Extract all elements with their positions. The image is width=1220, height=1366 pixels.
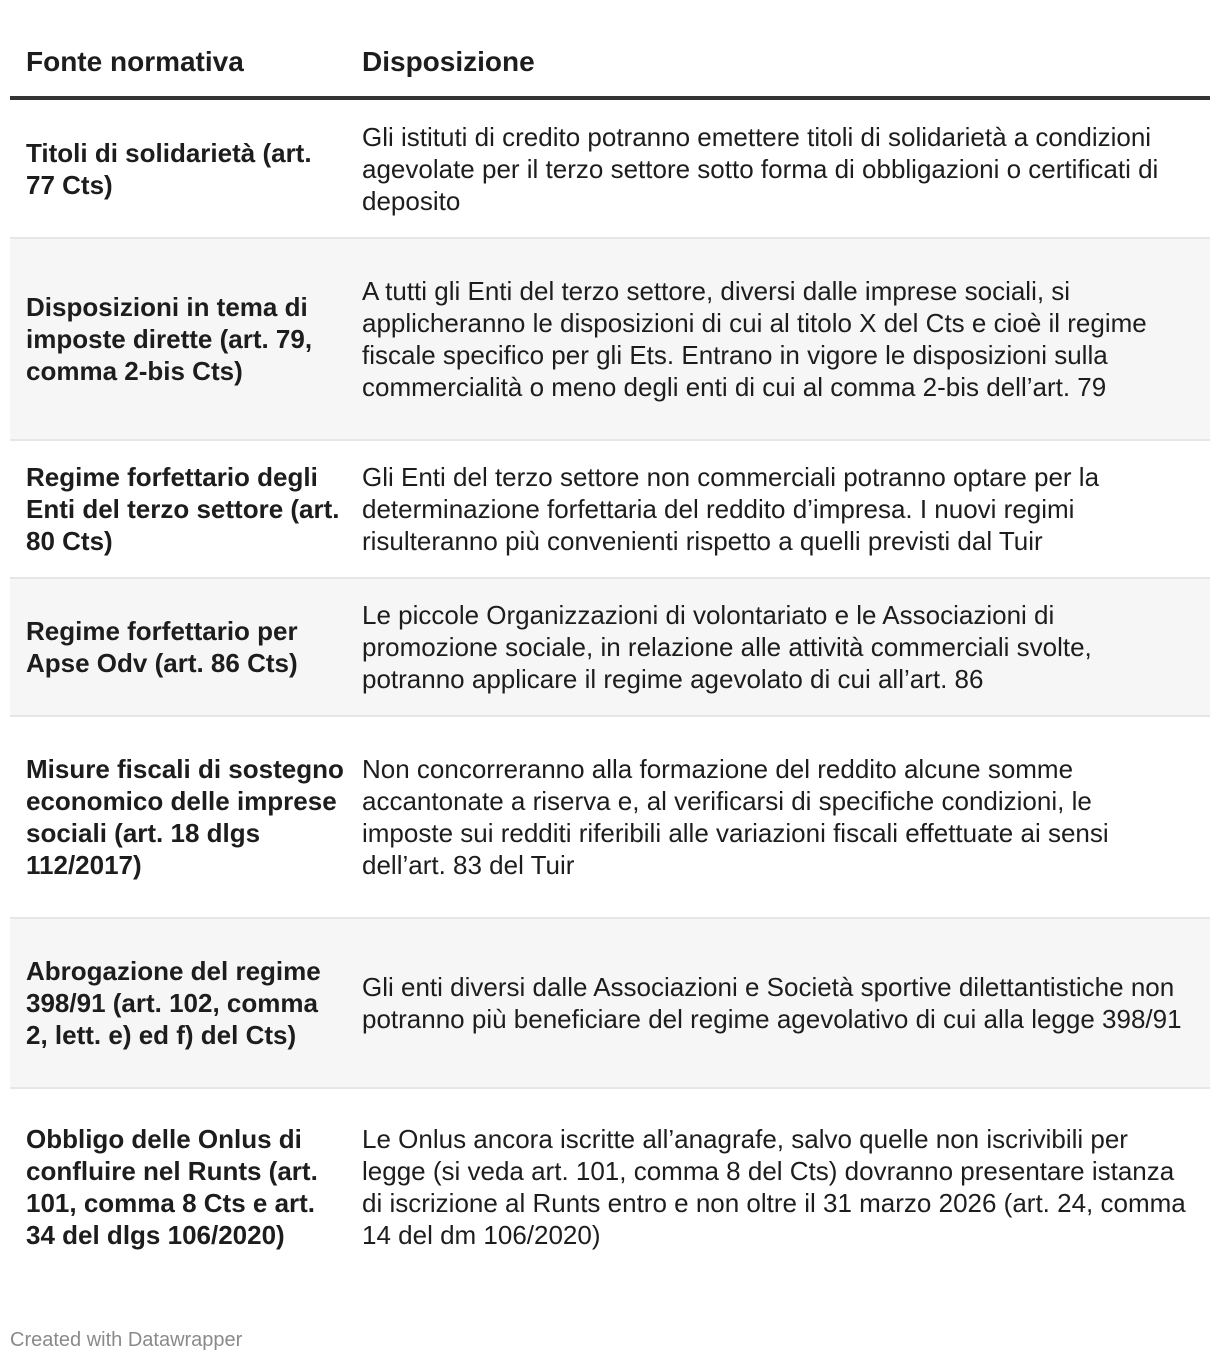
- data-table: [10, 28, 1210, 1285]
- datawrapper-credit: Created with Datawrapper: [10, 1329, 243, 1351]
- row-provision: Le piccole Organizzazioni di volontariato e le Associazioni di promozione sociale, in relazione alle attività commerciali svolte, potranno applicare il regime agevolato di cui all’art. 86: [362, 600, 1092, 694]
- table-row: [10, 100, 1210, 239]
- table-row: [10, 579, 1210, 717]
- row-provision: A tutti gli Enti del terzo settore, diversi dalle imprese sociali, si applicheranno le disposizioni di cui al titolo X del Cts e cioè il regime fiscale specifico per gli Ets. Entrano in vigore le disposizioni sulla commercialità o meno degli enti di cui al comma 2-bis dell’art. 79: [362, 276, 1147, 402]
- row-source: Disposizioni in tema di imposte dirette (art. 79, comma 2-bis Cts): [26, 292, 313, 386]
- row-source: Titoli di solidarietà (art. 77 Cts): [26, 137, 312, 200]
- row-provision: Gli Enti del terzo settore non commerciali potranno optare per la determinazione forfettaria del reddito d’impresa. I nuovi regimi risulteranno più convenienti rispetto a quelli previsti dal Tuir: [362, 462, 1100, 556]
- row-source: Regime forfettario degli Enti del terzo settore (art. 80 Cts): [26, 462, 340, 556]
- row-provision: Gli enti diversi dalle Associazioni e Società sportive dilettantistiche non potranno più beneficiare del regime agevolativo di cui alla legge 398/91: [362, 972, 1182, 1034]
- row-provision: Gli istituti di credito potranno emettere titoli di solidarietà a condizioni agevolate per il terzo settore sotto forma di obbligazioni o certificati di deposito: [362, 121, 1159, 216]
- row-source: Regime forfettario per Apse Odv (art. 86 Cts): [26, 616, 298, 678]
- row-source: Abrogazione del regime 398/91 (art. 102, comma 2, lett. e) ed f) del Cts): [26, 956, 321, 1050]
- row-provision: Le Onlus ancora iscritte all’anagrafe, salvo quelle non iscrivibili per legge (si veda art. 101, comma 8 del Cts) dovranno presentare istanza di iscrizione al Runts entro e non oltre il 31 marzo 2026 (art. 24, comma 14 del dm 106/2020): [362, 1124, 1186, 1250]
- table-header: [10, 28, 1210, 100]
- row-source: Misure fiscali di sostegno economico delle imprese sociali (art. 18 dlgs 112/2017): [26, 754, 344, 880]
- row-provision: Non concorreranno alla formazione del reddito alcune somme accantonate a riserva e, al verificarsi di specifiche condizioni, le imposte sui redditi riferibili alle variazioni fiscali effettuate ai sensi dell’art. 83 del Tuir: [362, 754, 1109, 880]
- row-source: Obbligo delle Onlus di confluire nel Runts (art. 101, comma 8 Cts e art. 34 del dlgs 106/2020): [26, 1124, 318, 1250]
- header-provision: Disposizione: [362, 46, 535, 77]
- table-row: [10, 441, 1210, 579]
- table-row: [10, 1089, 1210, 1285]
- table-row: [10, 717, 1210, 919]
- table-row: [10, 239, 1210, 441]
- table-row: [10, 919, 1210, 1089]
- header-source: Fonte normativa: [26, 46, 244, 77]
